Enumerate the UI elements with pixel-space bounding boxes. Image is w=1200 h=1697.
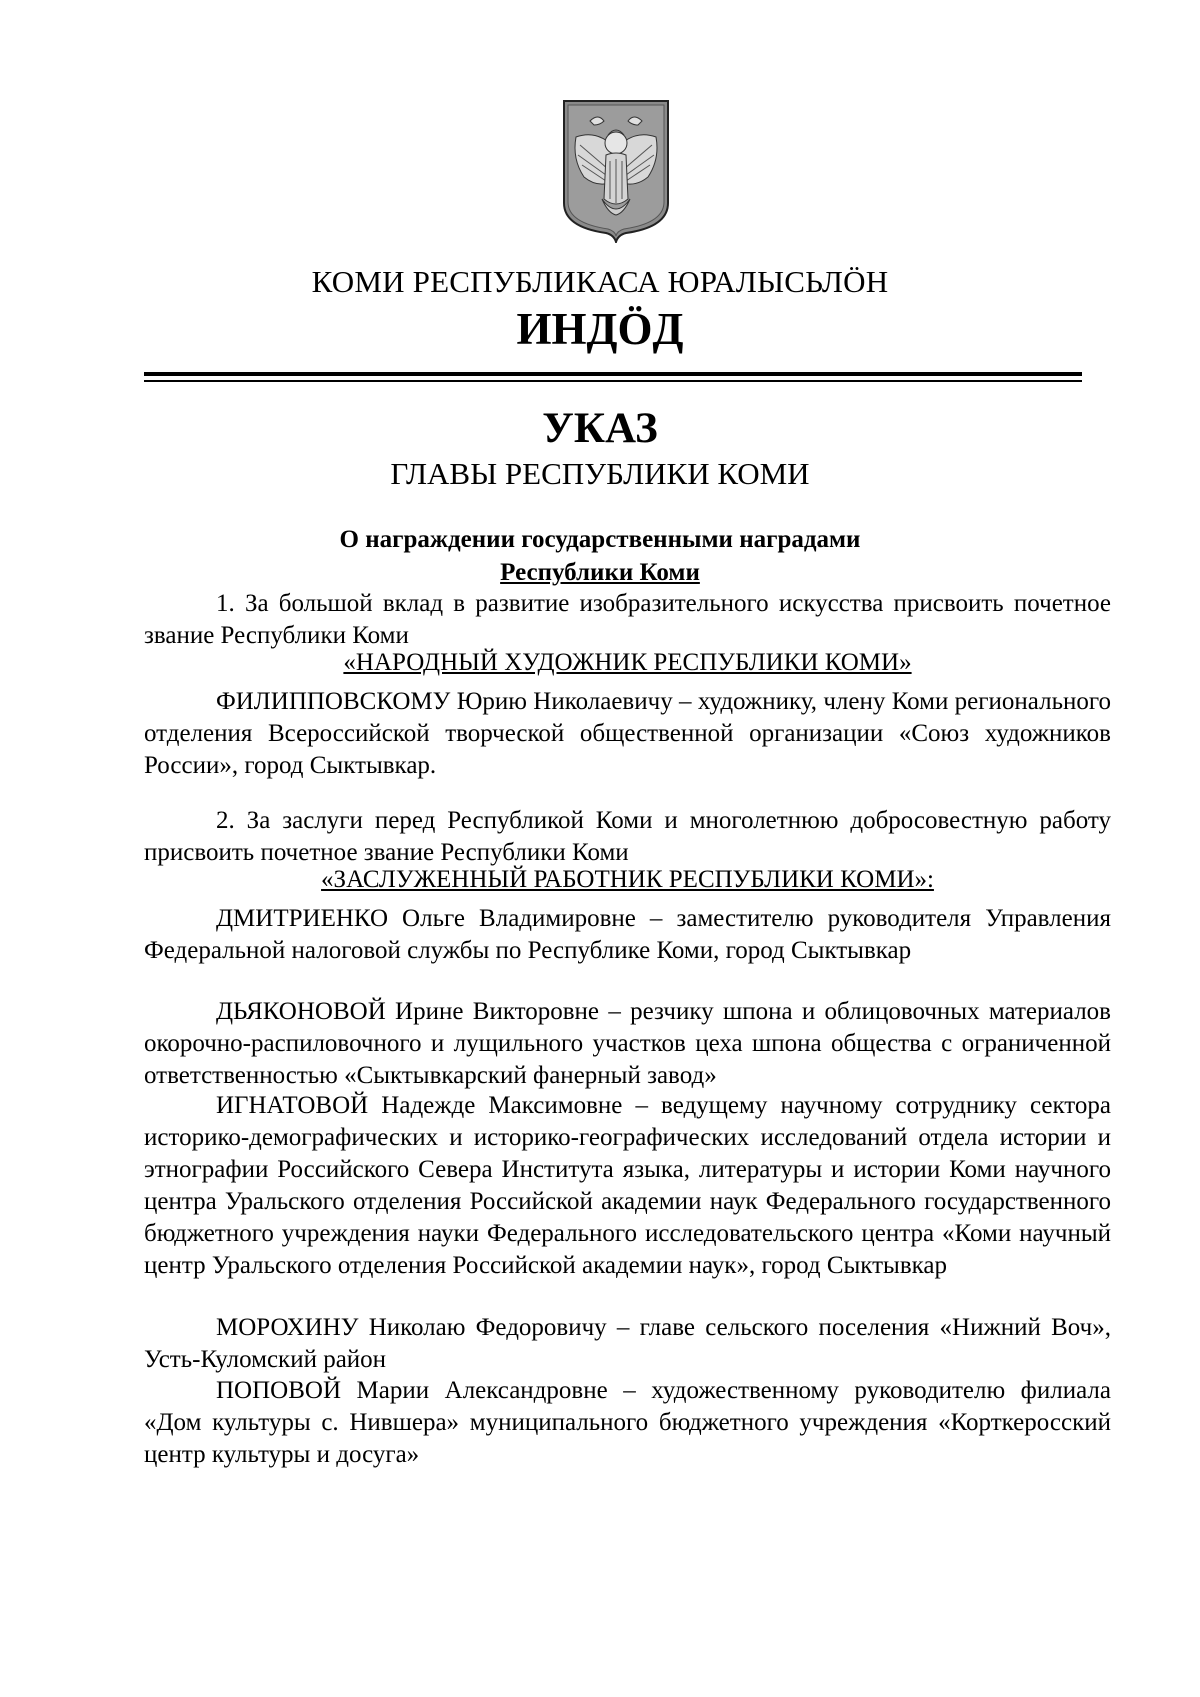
decree-subtitle: ГЛАВЫ РЕСПУБЛИКИ КОМИ [390,456,810,491]
header-indod: ИНДÖД [516,304,684,354]
section2-awardee: ДЬЯКОНОВОЙ Ирине Викторовне – резчику шпона и облицовочных материалов окорочно-распиловочного и лущильного участков цеха шпона общества с ограниченной ответственностью «Сыктывкарский фанерный завод» [144,998,1111,1089]
header-divider-thin [144,380,1082,382]
section2-awardee: МОРОХИНУ Николаю Федоровичу – главе сельского поселения «Нижний Воч», Усть-Куломский район [144,1314,1111,1373]
decree-subject-line-1: О награждении государственными наградами [339,526,861,553]
section1-intro: 1. За большой вклад в развитие изобразительного искусства присвоить почетное звание Республики Коми [144,590,1111,649]
section2-intro: 2. За заслуги перед Республикой Коми и многолетнюю добросовестную работу присвоить почетное звание Республики Коми [144,807,1111,866]
header-komi-title: КОМИ РЕСПУБЛИКАСА ЮРАЛЫСЬЛÖН [311,264,889,299]
section1-awardee: ФИЛИППОВСКОМУ Юрию Николаевичу – художнику, члену Коми регионального отделения Всероссийской творческой общественной организации «Союз художников России», город Сыктывкар. [144,688,1111,779]
section1-title: «НАРОДНЫЙ ХУДОЖНИК РЕСПУБЛИКИ КОМИ» [343,649,912,676]
section2-awardee: ПОПОВОЙ Марии Александровне – художественному руководителю филиала «Дом культуры с. Нившера» муниципального бюджетного учреждения «Корткеросский центр культуры и досуга» [144,1377,1111,1468]
section2-awardee: ИГНАТОВОЙ Надежде Максимовне – ведущему научному сотруднику сектора историко-демографических и историко-географических исследований отдела истории и этнографии Российского Севера Института языка, литературы и истории Коми научного центра Уральского отделения Российской академии наук Федерального государственного бюджетного учреждения науки Федерального исследовательского центра «Коми научный центр Уральского отделения Российской академии наук», город Сыктывкар [144,1092,1111,1279]
header-divider-thick [144,372,1082,376]
decree-title: УКАЗ [542,405,658,452]
section2-awardee: ДМИТРИЕНКО Ольге Владимировне – заместителю руководителя Управления Федеральной налоговой службы по Республике Коми, город Сыктывкар [144,905,1111,964]
section2-title: «ЗАСЛУЖЕННЫЙ РАБОТНИК РЕСПУБЛИКИ КОМИ»: [321,866,934,893]
decree-subject-line-2: Республики Коми [500,559,700,586]
coat-of-arms-emblem [562,99,670,243]
